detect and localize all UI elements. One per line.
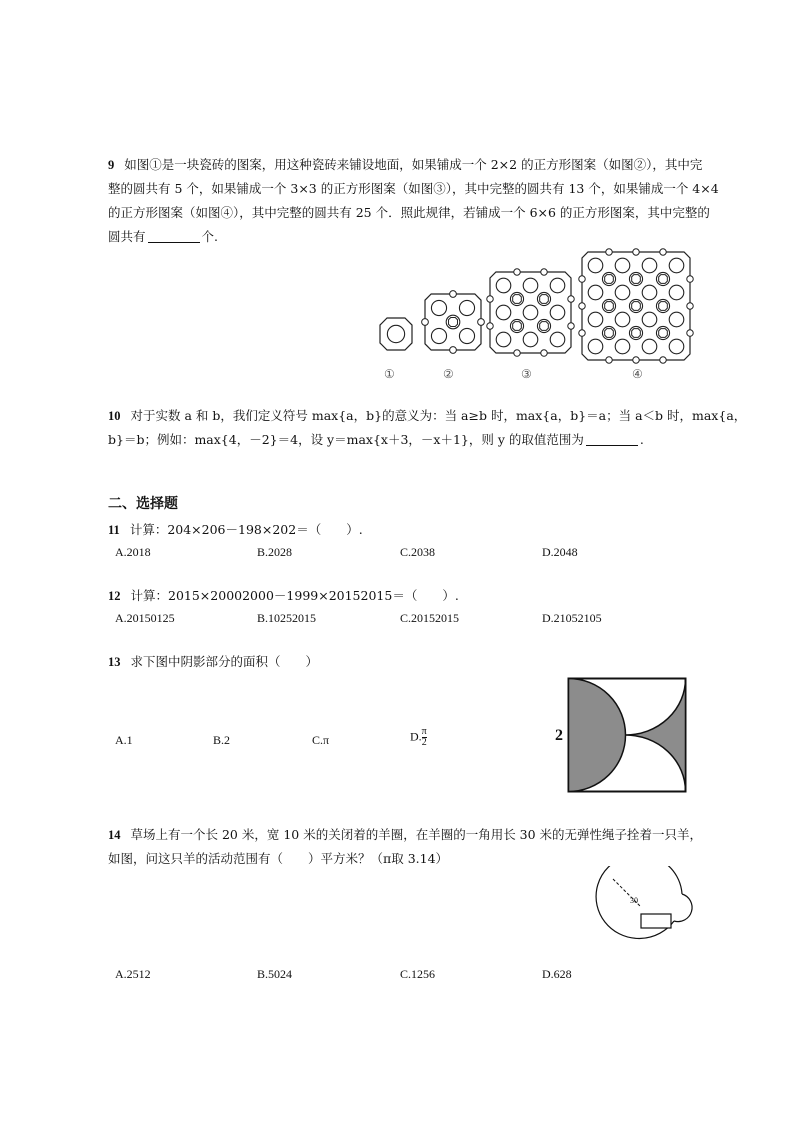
q11-number: 11 bbox=[108, 523, 120, 537]
tile-joint bbox=[659, 329, 668, 338]
tile-joint bbox=[513, 295, 522, 304]
q9-tile-figures bbox=[0, 0, 794, 400]
q11-text: 计算：204×206－198×202＝（ ）. bbox=[129, 522, 363, 537]
q9-text-4-end: 个. bbox=[201, 229, 218, 244]
q11-option-d[interactable]: D.2048 bbox=[542, 545, 578, 559]
tile-outline bbox=[490, 272, 571, 353]
q10-line2 bbox=[108, 428, 644, 452]
tile-figure-3 bbox=[487, 269, 574, 356]
tile-edge-notch bbox=[450, 347, 457, 354]
q9-line3: 的正方形图案（如图④），其中完整的圆共有 25 个．照此规律，若铺成一个 6×6 的正方形图案，其中完整的 bbox=[108, 205, 710, 220]
tile-edge-notch bbox=[633, 249, 639, 255]
q13-option-a[interactable]: A.1 bbox=[115, 733, 133, 747]
tile-figure-2 bbox=[422, 291, 485, 354]
q11-stem bbox=[108, 518, 363, 542]
fraction-numerator: π bbox=[421, 726, 427, 737]
tile-joint bbox=[632, 329, 641, 338]
tile-figure-4 bbox=[579, 249, 693, 363]
q13-option-d-fraction bbox=[422, 727, 427, 748]
q10-text-2: b}＝b；例如：max{4，－2}＝4，设 y＝max{x＋3，－x＋1}，则 y 的取值范围为 bbox=[108, 432, 584, 447]
tile-joint bbox=[605, 302, 614, 311]
q10-text-1: 对于实数 a 和 b，我们定义符号 max{a，b}的意义为：当 a≥b 时，max{a，b}＝a；当 a＜b 时，max{a， bbox=[130, 408, 747, 423]
tile-edge-notch bbox=[450, 291, 457, 298]
tile-edge-notch bbox=[687, 330, 693, 336]
q13-option-d-prefix: D. bbox=[410, 729, 422, 744]
q12-option-a[interactable]: A.20150125 bbox=[115, 611, 175, 625]
tile-joint bbox=[605, 329, 614, 338]
tile-outline bbox=[380, 318, 412, 350]
tile-edge-notch bbox=[422, 319, 429, 326]
tile-edge-notch bbox=[579, 303, 585, 309]
q12-option-b[interactable]: B.10252015 bbox=[257, 611, 317, 625]
tile-edge-notch bbox=[606, 357, 612, 363]
q13-text: 求下图中阴影部分的面积（ ） bbox=[130, 654, 319, 669]
tile-joint bbox=[513, 322, 522, 331]
fig-label-4: ④ bbox=[632, 367, 643, 381]
q13-option-d[interactable] bbox=[410, 727, 427, 748]
q10-text-2-end: . bbox=[639, 432, 644, 447]
tile-edge-notch bbox=[687, 276, 693, 282]
tile-edge-notch bbox=[478, 319, 485, 326]
q14-small-arc bbox=[674, 894, 692, 922]
q14-option-d[interactable]: D.628 bbox=[542, 967, 572, 981]
q14-number: 14 bbox=[108, 828, 121, 842]
q14-option-a[interactable]: A.2512 bbox=[115, 967, 151, 981]
q14-pen-rect bbox=[641, 914, 671, 928]
fig-label-3: ③ bbox=[521, 367, 532, 381]
q14-rope-label: 30 bbox=[630, 896, 638, 905]
q13-side-label: 2 bbox=[555, 727, 563, 744]
tile-edge-notch bbox=[660, 249, 666, 255]
tile-joint bbox=[540, 295, 549, 304]
tile-edge-notch bbox=[541, 350, 547, 356]
fig-label-2: ② bbox=[443, 367, 454, 381]
q11-option-c[interactable]: C.2038 bbox=[400, 545, 436, 559]
q10-line1 bbox=[108, 404, 746, 428]
tile-edge-notch bbox=[660, 357, 666, 363]
fraction-denominator: 2 bbox=[421, 737, 427, 748]
q13-figure bbox=[567, 677, 689, 795]
q10-number: 10 bbox=[108, 409, 121, 423]
q12-option-c[interactable]: C.20152015 bbox=[400, 611, 460, 625]
q14-line1 bbox=[108, 823, 702, 847]
q12-stem bbox=[108, 584, 459, 608]
q9-text-4: 圆共有 bbox=[108, 229, 146, 244]
tile-joint bbox=[449, 318, 458, 327]
q9-text-1: 如图①是一块瓷砖的图案，用这种瓷砖来铺设地面，如果铺成一个 2×2 的正方形图案（如图②），其中完 bbox=[124, 157, 703, 172]
tile-figure-1 bbox=[380, 318, 412, 350]
q14-text-1: 草场上有一个长 20 米，宽 10 米的关闭着的羊圈，在羊圈的一角用长 30 米的无弹性绳子拴着一只羊， bbox=[130, 827, 703, 842]
q11-option-a[interactable]: A.2018 bbox=[115, 545, 151, 559]
q13-stem bbox=[108, 650, 318, 674]
tile-edge-notch bbox=[579, 276, 585, 282]
q14-figure bbox=[594, 866, 694, 962]
tile-joint bbox=[632, 275, 641, 284]
q9-number: 9 bbox=[108, 158, 115, 172]
tile-edge-notch bbox=[687, 303, 693, 309]
q9-line2: 整的圆共有 5 个，如果铺成一个 3×3 的正方形图案（如图③），其中完整的圆共有 13 个，如果铺成一个 4×4 bbox=[108, 181, 719, 196]
tile-edge-notch bbox=[606, 249, 612, 255]
tile-edge-notch bbox=[514, 350, 520, 356]
q14-line2: 如图，问这只羊的活动范围有（ ）平方米？（π取 3.14） bbox=[108, 851, 449, 866]
fig-label-1: ① bbox=[384, 367, 395, 381]
tile-joint bbox=[659, 302, 668, 311]
q13-number: 13 bbox=[108, 655, 121, 669]
tile-joint bbox=[632, 302, 641, 311]
tile-edge-notch bbox=[487, 296, 493, 302]
tile-edge-notch bbox=[541, 269, 547, 275]
q12-option-d[interactable]: D.21052105 bbox=[542, 611, 602, 625]
tile-joint bbox=[540, 322, 549, 331]
q12-text: 计算：2015×20002000－1999×20152015＝（ ）. bbox=[130, 588, 459, 603]
q14-option-c[interactable]: C.1256 bbox=[400, 967, 436, 981]
tile-edge-notch bbox=[487, 323, 493, 329]
q13-option-b[interactable]: B.2 bbox=[213, 733, 231, 747]
q12-number: 12 bbox=[108, 589, 121, 603]
tile-edge-notch bbox=[514, 269, 520, 275]
tile-edge-notch bbox=[568, 323, 574, 329]
tile-edge-notch bbox=[568, 296, 574, 302]
section-title: 二、选择题 bbox=[108, 496, 178, 512]
tile-joint bbox=[605, 275, 614, 284]
q10-answer-blank[interactable] bbox=[586, 431, 638, 446]
q13-option-c[interactable]: C.π bbox=[312, 733, 330, 747]
tile-joint bbox=[659, 275, 668, 284]
tile-edge-notch bbox=[579, 330, 585, 336]
q14-option-b[interactable]: B.5024 bbox=[257, 967, 293, 981]
q11-option-b[interactable]: B.2028 bbox=[257, 545, 293, 559]
